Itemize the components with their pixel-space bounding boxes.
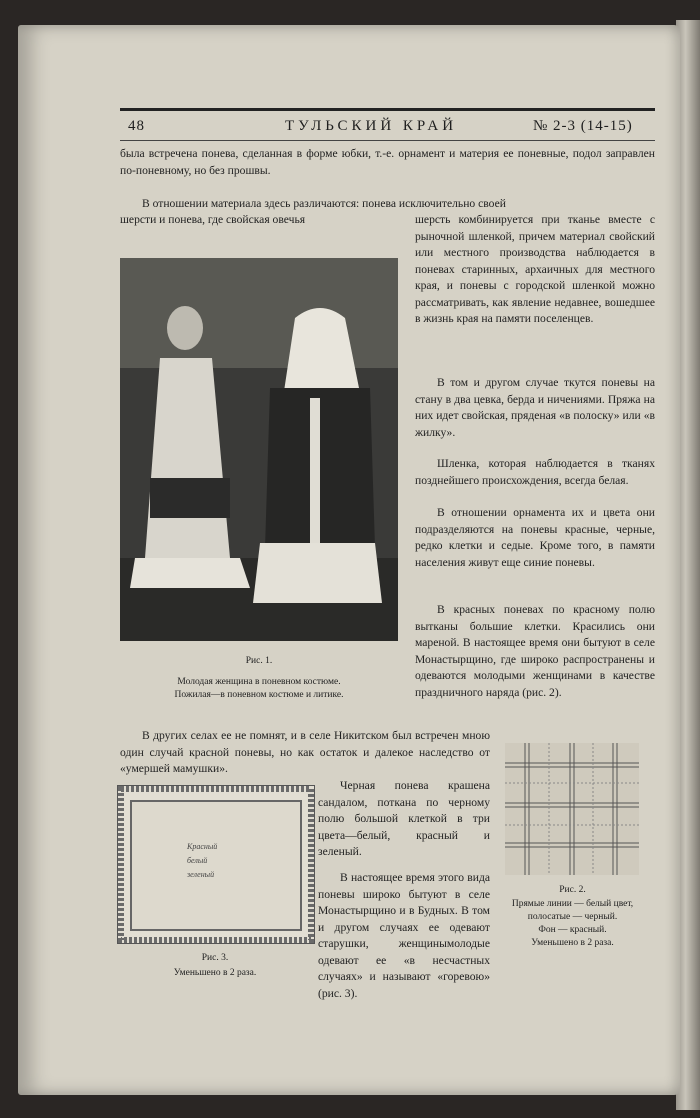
- paragraph-9a: [318, 870, 490, 1002]
- paragraph-1: была встречена понева, сделанная в форме юбки, т.-е. орнамент и материя ее поневные, подол заправлен по-поневному, но без прошвы.: [120, 147, 655, 177]
- figure-2-caption-line2: полосатые — черный.: [527, 912, 618, 922]
- figure-2-label: Рис. 2.: [559, 885, 586, 895]
- paragraph-8: Черная понева крашена сандалом, поткана по черному полю большой клеткой в три цвета—белый, красный и зеленый.: [318, 779, 490, 858]
- header-rule: [120, 108, 655, 111]
- figure-3-caption: Уменьшено в 2 раза.: [173, 968, 257, 978]
- figure-3-handwriting-1: Красный: [187, 842, 218, 851]
- figure-1-photo: [120, 258, 398, 641]
- journal-title: ТУЛЬСКИЙ КРАЙ: [285, 118, 458, 134]
- figure-2-caption-line3: Фон — красный.: [538, 925, 607, 935]
- figure-1-caption-line1: Молодая женщина в поневном костюме.: [177, 677, 341, 687]
- paragraph-9: В настоящее время этого вида поневы широко бытуют в селе Монастырщино и в Будных. В том и другом случаях ее одевают старушки, женщинымолодые одевают ее «в несчастных случаях» и называют «горевою» (рис. 3).: [318, 871, 490, 1000]
- paragraph-6: В красных поневах по красному полю вытканы большие клетки. Красились они мареной. В настоящее время они бытуют в селе Монастырщино, где широко распространены и одеваются молодыми женщинами в качестве праздничного наряда (рис. 2).: [415, 603, 655, 699]
- figure-3-pattern: [117, 785, 315, 944]
- figure-2-grid: [505, 743, 639, 875]
- figure-1-label: Рис. 1.: [245, 656, 273, 666]
- figure-2-caption-line4: Уменьшено в 2 раза.: [531, 938, 614, 948]
- figure-3-inner-field: [130, 800, 302, 931]
- figure-3-handwriting-2: белый: [187, 856, 208, 865]
- figure-3-handwriting-3: зеленый: [187, 870, 215, 879]
- page-number: 48: [128, 118, 145, 134]
- paragraph-4: Шленка, которая наблюдается в тканях позднейшего происхождения, всегда белая.: [415, 457, 655, 487]
- header-rule-thin: [120, 140, 655, 141]
- figure-1-caption-line2: Пожилая—в поневном костюме и литике.: [174, 690, 344, 700]
- paragraph-2-right: шерсть комбинируется при тканье вместе с рыночной шленкой, причем материал свойский или местного производства наблюдается в поневах старинных, архаичных для местного края, и поневы с городской шленкой можно рассматривать, как явление недавнее, вошедшее в жизнь края на памяти поселенцев.: [415, 213, 655, 325]
- paragraph-2-lead: В отношении материала здесь различаются: понева исключительно своей: [142, 197, 506, 210]
- photo-two-women: [120, 258, 398, 641]
- paragraph-3: В том и другом случае ткутся поневы на стану в два цевка, берда и ничениями. Пряжа на них идет свойская, пряденая «в полоску» или «в жилку».: [415, 376, 655, 439]
- paragraph-2-left: шерсти и понева, где свойская овечья: [120, 213, 306, 226]
- paragraph-5: В отношении орнамента их и цвета они подразделяются на поневы красные, черные, редко клетки и седые. Кроме того, в памяти населения живут еще синие поневы.: [415, 506, 655, 569]
- paragraph-7: В других селах ее не помнят, и в селе Никитском был встречен мною один случай красной поневы, но как остаток и далекое наследство от «умершей мамушки».: [120, 729, 490, 775]
- figure-2-check-pattern: [505, 743, 639, 875]
- issue-number: № 2-3 (14-15): [533, 118, 633, 134]
- figure-3-label: Рис. 3.: [201, 953, 229, 963]
- figure-2-caption-line1: Прямые линии — белый цвет,: [511, 899, 634, 909]
